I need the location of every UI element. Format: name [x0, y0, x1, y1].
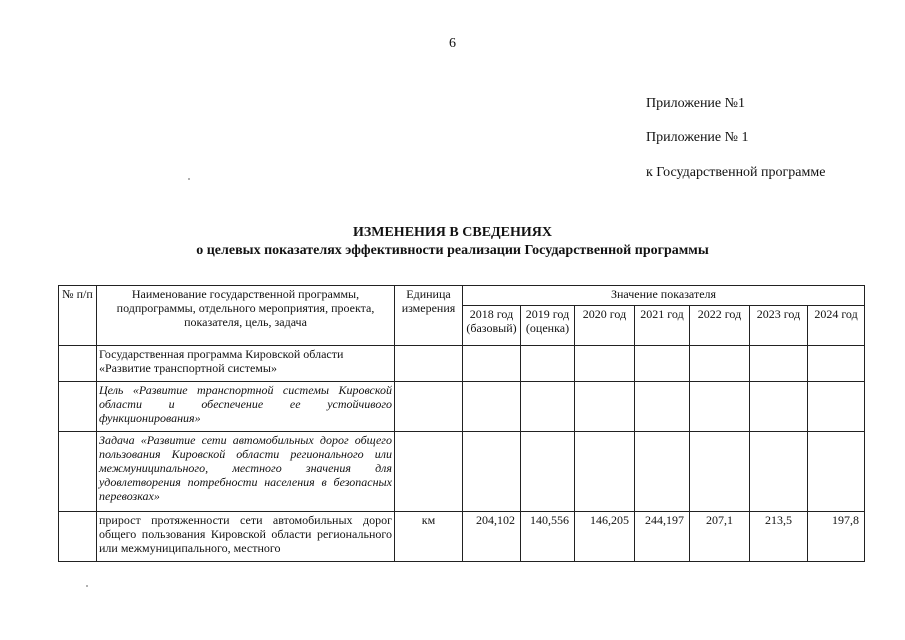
- value-cell: 213,5: [750, 512, 808, 562]
- header-value: Значение показателя: [463, 286, 865, 306]
- table-row: [59, 346, 865, 382]
- table-row: [59, 512, 865, 562]
- header-num: № п/п: [59, 286, 97, 346]
- value-cell: 207,1: [690, 512, 750, 562]
- row-goal-name: Цель «Развитие транспортной системы Кировской области и обеспечение ее устойчивого функционирования»: [97, 382, 395, 432]
- row-program-name: Государственная программа Кировской области «Развитие транспортной системы»: [97, 346, 395, 382]
- table-row: [59, 382, 865, 432]
- value-cell: 204,102: [463, 512, 521, 562]
- appendix-line-3: к Государственной программе: [646, 165, 826, 180]
- value-cell: 197,8: [808, 512, 865, 562]
- page-number: 6: [449, 36, 456, 51]
- header-year: 2021 год: [635, 306, 690, 346]
- header-year: 2022 год: [690, 306, 750, 346]
- value-cell: 140,556: [521, 512, 575, 562]
- row-task-name: Задача «Развитие сети автомобильных дорог общего пользования Кировской области регионального или межмуниципального, местного значения для удовлетворения потребности населения в безопасных перевозках»: [97, 432, 395, 512]
- header-year: 2020 год: [575, 306, 635, 346]
- value-cell: 244,197: [635, 512, 690, 562]
- title-main: ИЗМЕНЕНИЯ В СВЕДЕНИЯХ: [352, 225, 553, 240]
- header-year: 2024 год: [808, 306, 865, 346]
- document-title: [0, 224, 905, 260]
- header-name: Наименование государственной программы, подпрограммы, отдельного мероприятия, проекта, показателя, цель, задача: [97, 286, 395, 346]
- indicators-table: [58, 285, 865, 562]
- header-year: 2023 год: [750, 306, 808, 346]
- value-cell: 146,205: [575, 512, 635, 562]
- header-year: 2019 год (оценка): [521, 306, 575, 346]
- appendix-line-1: Приложение №1: [646, 96, 745, 111]
- row-indicator-name: прирост протяженности сети автомобильных дорог общего пользования Кировской области регионального или межмуниципального, местного: [97, 512, 395, 562]
- scan-speck: [188, 178, 190, 180]
- scan-speck: [86, 585, 88, 587]
- row-indicator-unit: км: [395, 512, 463, 562]
- header-unit: Единица измерения: [395, 286, 463, 346]
- header-row-1: [59, 286, 865, 306]
- appendix-line-2: Приложение № 1: [646, 130, 749, 145]
- title-sub: о целевых показателях эффективности реализации Государственной программы: [196, 243, 709, 258]
- header-year: 2018 год (базовый): [463, 306, 521, 346]
- table-row: [59, 432, 865, 512]
